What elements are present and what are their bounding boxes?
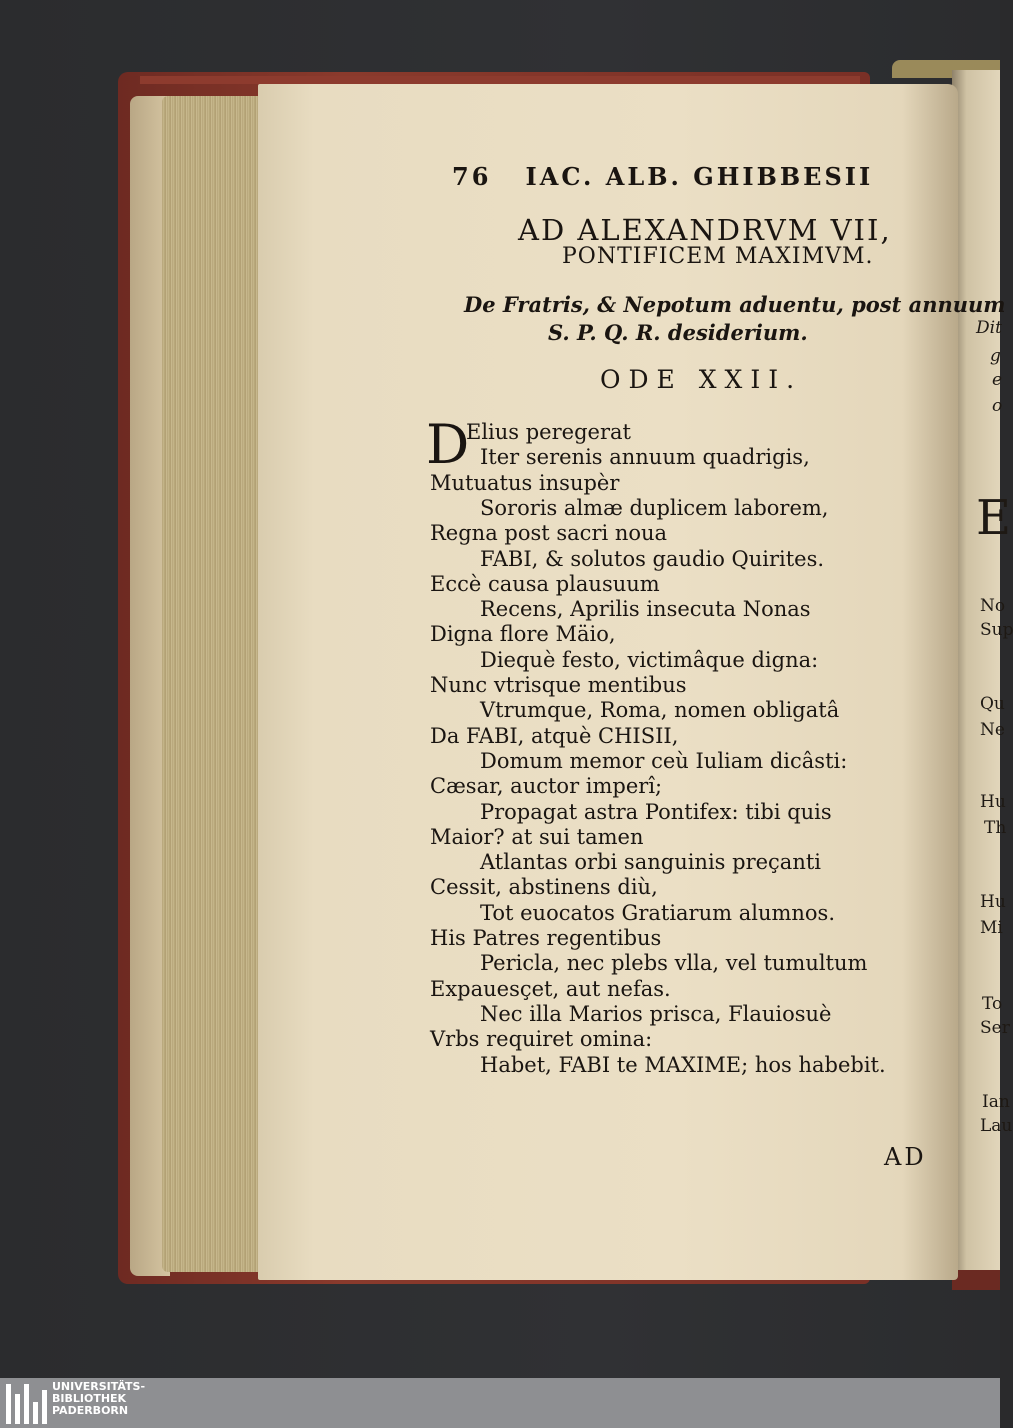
facing-cover-bottom	[952, 1270, 1000, 1290]
poem-line: FABI, & solutos gaudio Quirites.	[480, 546, 825, 571]
logo-line-1: UNIVERSITÄTS-	[52, 1380, 146, 1393]
drop-capital: D	[426, 413, 470, 476]
title-line-2: PONTIFICEM MAXIMVM.	[562, 244, 874, 269]
ode-heading: ODE XXII.	[600, 365, 803, 394]
facing-page-fragment: Hu	[980, 792, 1006, 812]
facing-page-fragment: o	[992, 396, 1003, 416]
poem-line: Regna post sacri noua	[430, 521, 668, 546]
poem-line: His Patres regentibus	[430, 926, 662, 950]
library-logo-text	[52, 1381, 145, 1417]
poem-line: Diequè festo, victimâque digna:	[480, 647, 819, 672]
poem-line: Pericla, nec plebs vlla, vel tumultum	[480, 951, 868, 976]
facing-page-fragment: Qu	[980, 694, 1005, 714]
poem-line: Vrbs requiret omina:	[430, 1027, 653, 1052]
poem-line: Maior? at sui tamen	[430, 824, 644, 849]
facing-page-fragment: g	[990, 346, 1001, 366]
poem-line: Mutuatus insupèr	[430, 470, 620, 495]
poem-line: Cæsar, auctor imperî;	[430, 774, 663, 799]
poem-line: Cessit, abstinens diù,	[430, 875, 658, 900]
facing-page-fragment: To	[982, 994, 1003, 1014]
cover-top-edge	[140, 76, 860, 84]
facing-page-fragment: Sup	[980, 620, 1013, 640]
poem-line: Da FABI, atquè CHISII,	[430, 723, 679, 748]
poem-line: Habet, FABI te MAXIME; hos habebit.	[480, 1052, 886, 1077]
poem-line: Sororis almæ duplicem laborem,	[480, 495, 829, 520]
facing-page-fragment: Hu	[980, 892, 1006, 912]
poem-line: Elius peregerat	[466, 420, 631, 444]
poem-line: Domum memor ceù Iuliam dicâsti:	[480, 748, 848, 773]
facing-page-initial: E	[976, 490, 1012, 546]
library-logo-icon	[6, 1384, 46, 1424]
poem-line: Digna flore Mäio,	[430, 622, 616, 647]
poem-line: Tot euocatos Gratiarum alumnos.	[480, 900, 836, 925]
facing-page-fragment: Mi	[980, 918, 1003, 938]
facing-page-fragment: e	[992, 370, 1003, 390]
catchword: AD	[884, 1143, 927, 1171]
poem-line: Expauesçet, aut nefas.	[430, 976, 671, 1001]
poem-line: Nec illa Marios prisca, Flauiosuè	[480, 1001, 832, 1026]
title-line-1: AD ALEXANDRVM VII,	[518, 213, 892, 247]
poem-line: Eccè causa plausuum	[430, 571, 660, 596]
logo-line-3: PADERBORN	[52, 1404, 129, 1417]
page-number: 76	[452, 162, 492, 191]
facing-page-fragment: Ser	[980, 1018, 1010, 1038]
facing-page-fragment: No	[980, 596, 1006, 616]
poem-line: Nunc vtrisque mentibus	[430, 673, 687, 697]
facing-page-fragment: Ne	[980, 720, 1005, 740]
subtitle-line-1: De Fratris, & Nepotum aduentu, post annuum	[464, 292, 1006, 317]
facing-page-fragment: Dit	[976, 318, 1002, 338]
poem-line: Iter serenis annuum quadrigis,	[480, 445, 810, 470]
facing-page-fragment: Lau	[980, 1116, 1013, 1136]
facing-page-fragment: Th	[984, 818, 1007, 838]
running-header	[452, 162, 873, 191]
poem-line: Atlantas orbi sanguinis preçanti	[480, 850, 821, 875]
poem-line: Vtrumque, Roma, nomen obligatâ	[480, 698, 840, 723]
page-edges	[162, 96, 262, 1272]
subtitle-line-2: S. P. Q. R. desiderium.	[548, 320, 808, 345]
poem-line: Recens, Aprilis insecuta Nonas	[480, 597, 811, 622]
running-title: IAC. ALB. GHIBBESII	[525, 162, 874, 191]
footer-bar	[0, 1378, 1000, 1428]
poem-line: Propagat astra Pontifex: tibi quis	[480, 799, 832, 824]
logo-line-2: BIBLIOTHEK	[52, 1392, 127, 1405]
facing-page-fragment: Ian	[982, 1092, 1010, 1112]
